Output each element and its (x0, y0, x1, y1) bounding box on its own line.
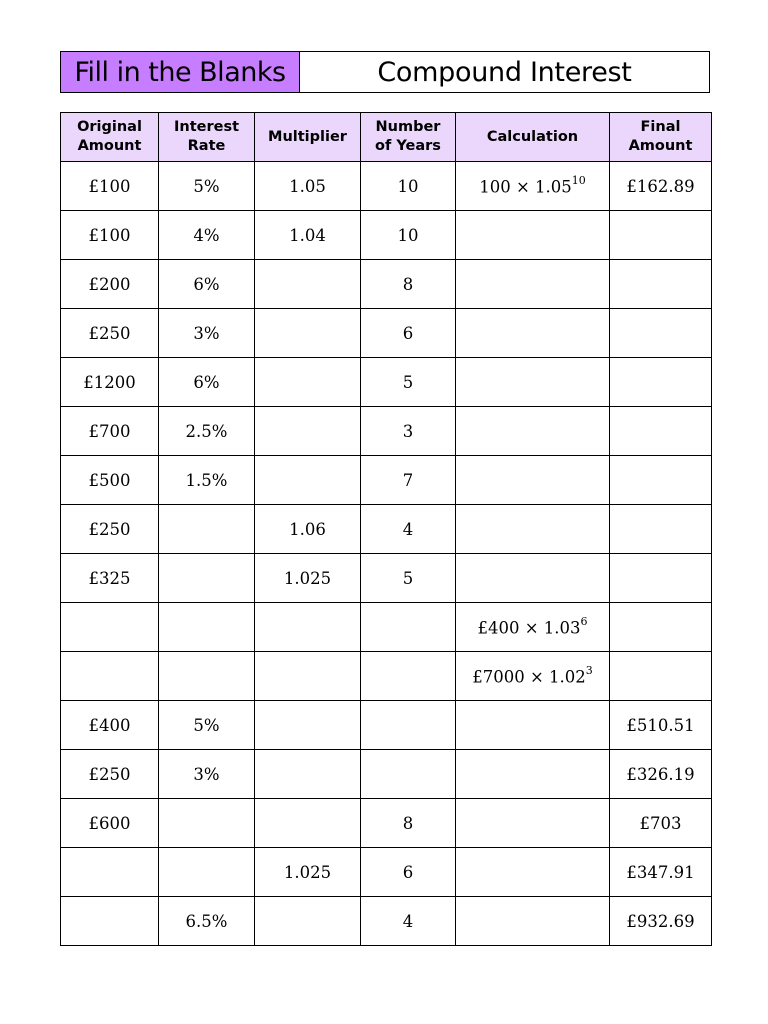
cell-calculation (456, 309, 610, 358)
cell-number-of-years (361, 652, 456, 701)
worksheet-topic-title: Compound Interest (377, 56, 632, 88)
compound-interest-table (60, 112, 712, 946)
header-original-amount: Original Amount (61, 113, 159, 162)
cell-calculation (456, 603, 610, 652)
header-final-amount: Final Amount (610, 113, 712, 162)
cell-calculation (456, 407, 610, 456)
cell-number-of-years: 6 (361, 309, 456, 358)
cell-interest-rate (159, 652, 255, 701)
cell-multiplier (255, 652, 361, 701)
cell-calculation (456, 260, 610, 309)
cell-original-amount: £100 (61, 162, 159, 211)
cell-number-of-years (361, 750, 456, 799)
cell-multiplier (255, 603, 361, 652)
cell-original-amount: £500 (61, 456, 159, 505)
table-row (61, 701, 712, 750)
cell-original-amount: £1200 (61, 358, 159, 407)
cell-calculation (456, 162, 610, 211)
cell-multiplier (255, 358, 361, 407)
cell-original-amount: £700 (61, 407, 159, 456)
cell-interest-rate: 5% (159, 701, 255, 750)
cell-final-amount (610, 652, 712, 701)
cell-number-of-years: 3 (361, 407, 456, 456)
cell-multiplier: 1.025 (255, 554, 361, 603)
table-row (61, 162, 712, 211)
table-row (61, 211, 712, 260)
cell-number-of-years (361, 603, 456, 652)
cell-interest-rate (159, 603, 255, 652)
cell-original-amount (61, 603, 159, 652)
cell-final-amount: £510.51 (610, 701, 712, 750)
header-multiplier: Multiplier (255, 113, 361, 162)
cell-number-of-years: 10 (361, 162, 456, 211)
cell-original-amount (61, 848, 159, 897)
cell-original-amount: £400 (61, 701, 159, 750)
calculation-expression: £400 × 1.03 (477, 618, 581, 638)
table-row (61, 750, 712, 799)
cell-number-of-years (361, 701, 456, 750)
cell-original-amount: £250 (61, 750, 159, 799)
table-row (61, 407, 712, 456)
cell-number-of-years: 8 (361, 260, 456, 309)
cell-multiplier (255, 456, 361, 505)
cell-interest-rate (159, 848, 255, 897)
cell-final-amount: £703 (610, 799, 712, 848)
cell-interest-rate: 3% (159, 309, 255, 358)
cell-calculation (456, 358, 610, 407)
worksheet-type-label: Fill in the Blanks (61, 52, 300, 92)
cell-number-of-years: 8 (361, 799, 456, 848)
cell-original-amount: £200 (61, 260, 159, 309)
cell-interest-rate (159, 799, 255, 848)
header-calculation: Calculation (456, 113, 610, 162)
cell-number-of-years: 10 (361, 211, 456, 260)
calculation-exponent: 10 (571, 173, 586, 187)
cell-multiplier (255, 799, 361, 848)
cell-multiplier (255, 897, 361, 946)
cell-final-amount (610, 260, 712, 309)
cell-multiplier: 1.025 (255, 848, 361, 897)
cell-number-of-years: 5 (361, 358, 456, 407)
cell-interest-rate: 6.5% (159, 897, 255, 946)
cell-interest-rate: 4% (159, 211, 255, 260)
cell-interest-rate (159, 554, 255, 603)
cell-multiplier: 1.06 (255, 505, 361, 554)
cell-interest-rate: 5% (159, 162, 255, 211)
cell-calculation (456, 554, 610, 603)
cell-final-amount (610, 211, 712, 260)
table-row (61, 897, 712, 946)
cell-interest-rate: 3% (159, 750, 255, 799)
cell-calculation (456, 456, 610, 505)
cell-multiplier (255, 701, 361, 750)
cell-interest-rate: 6% (159, 260, 255, 309)
cell-interest-rate (159, 505, 255, 554)
cell-original-amount: £250 (61, 309, 159, 358)
cell-original-amount (61, 897, 159, 946)
cell-original-amount: £325 (61, 554, 159, 603)
cell-final-amount (610, 603, 712, 652)
cell-interest-rate: 1.5% (159, 456, 255, 505)
cell-multiplier (255, 309, 361, 358)
cell-final-amount: £347.91 (610, 848, 712, 897)
cell-final-amount (610, 407, 712, 456)
calculation-exponent: 3 (585, 663, 593, 677)
cell-calculation (456, 799, 610, 848)
cell-original-amount: £250 (61, 505, 159, 554)
cell-final-amount (610, 456, 712, 505)
table-row (61, 456, 712, 505)
cell-interest-rate: 6% (159, 358, 255, 407)
cell-final-amount (610, 309, 712, 358)
cell-number-of-years: 4 (361, 897, 456, 946)
table-row (61, 554, 712, 603)
cell-final-amount: £326.19 (610, 750, 712, 799)
table-row (61, 848, 712, 897)
cell-calculation (456, 211, 610, 260)
cell-multiplier: 1.04 (255, 211, 361, 260)
cell-final-amount: £932.69 (610, 897, 712, 946)
table-row (61, 260, 712, 309)
cell-calculation (456, 848, 610, 897)
table-row (61, 603, 712, 652)
cell-final-amount (610, 358, 712, 407)
calculation-expression: 100 × 1.05 (479, 177, 572, 197)
cell-original-amount: £100 (61, 211, 159, 260)
cell-original-amount: £600 (61, 799, 159, 848)
cell-multiplier (255, 750, 361, 799)
cell-final-amount: £162.89 (610, 162, 712, 211)
title-box (60, 51, 710, 93)
cell-number-of-years: 4 (361, 505, 456, 554)
cell-final-amount (610, 554, 712, 603)
cell-interest-rate: 2.5% (159, 407, 255, 456)
cell-number-of-years: 5 (361, 554, 456, 603)
header-row (61, 113, 712, 162)
cell-calculation (456, 750, 610, 799)
table-row (61, 358, 712, 407)
cell-multiplier (255, 407, 361, 456)
cell-number-of-years: 7 (361, 456, 456, 505)
cell-calculation (456, 505, 610, 554)
table-row (61, 309, 712, 358)
header-number-of-years: Number of Years (361, 113, 456, 162)
header-interest-rate: Interest Rate (159, 113, 255, 162)
table-row (61, 505, 712, 554)
cell-number-of-years: 6 (361, 848, 456, 897)
cell-calculation (456, 652, 610, 701)
table-row (61, 799, 712, 848)
cell-calculation (456, 897, 610, 946)
cell-calculation (456, 701, 610, 750)
calculation-exponent: 6 (580, 614, 588, 628)
cell-multiplier: 1.05 (255, 162, 361, 211)
cell-multiplier (255, 260, 361, 309)
table-row (61, 652, 712, 701)
cell-original-amount (61, 652, 159, 701)
cell-final-amount (610, 505, 712, 554)
calculation-expression: £7000 × 1.02 (472, 667, 586, 687)
table-body (61, 162, 712, 946)
